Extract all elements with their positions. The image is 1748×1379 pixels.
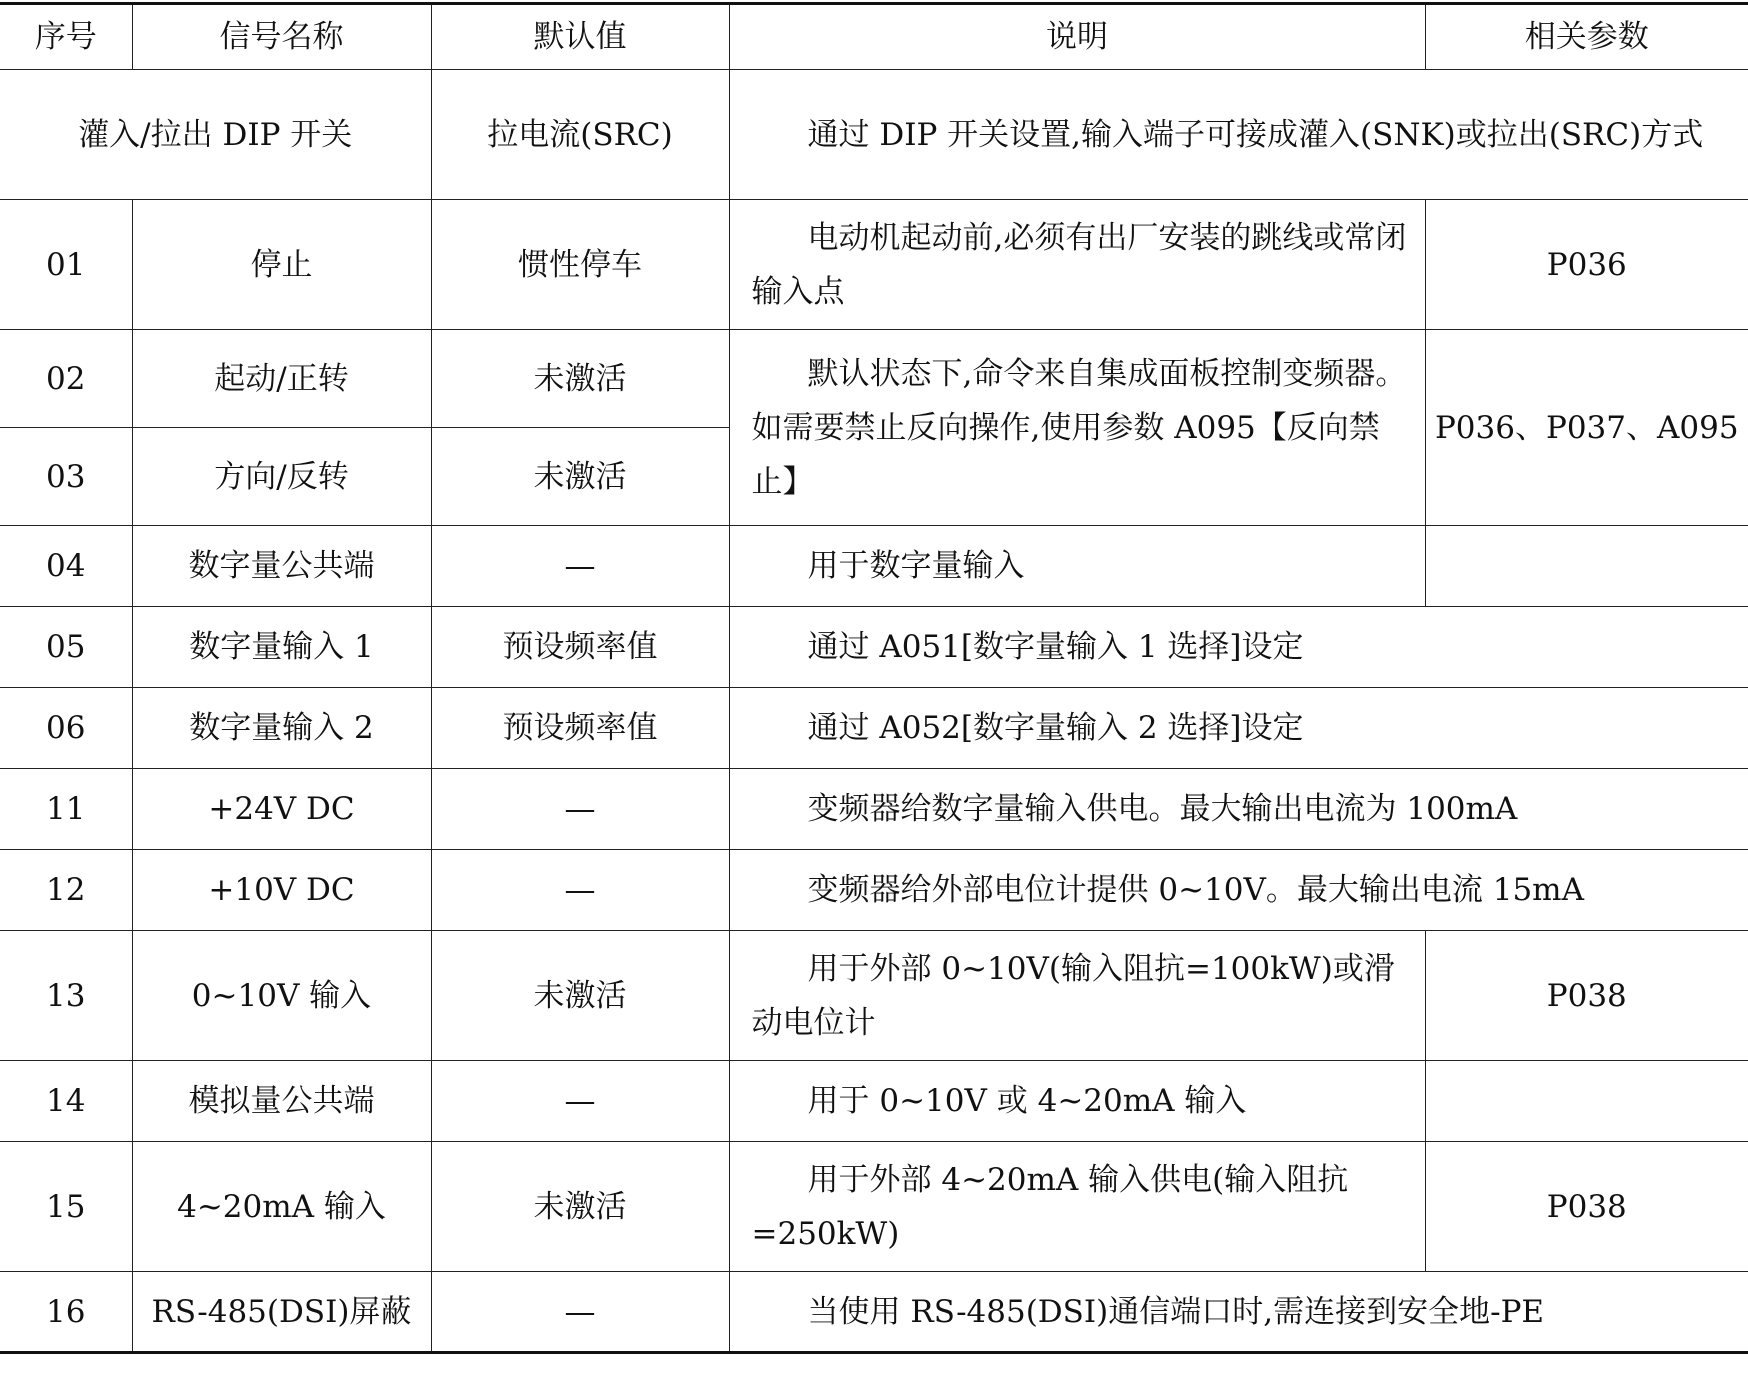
cell-description: 默认状态下,命令来自集成面板控制变频器。如需要禁止反向操作,使用参数 A095【反向禁止】 <box>729 330 1425 526</box>
cell-description: 用于 0~10V 或 4~20mA 输入 <box>729 1061 1425 1142</box>
cell-param: P038 <box>1425 931 1748 1061</box>
table-row <box>0 850 1748 931</box>
cell-default: 未激活 <box>431 428 729 526</box>
cell-param: P036 <box>1425 200 1748 330</box>
header-signal-name: 信号名称 <box>132 4 431 70</box>
cell-description: 通过 A052[数字量输入 2 选择]设定 <box>729 688 1748 769</box>
table-row <box>0 200 1748 330</box>
table-row <box>0 688 1748 769</box>
cell-index: 13 <box>0 931 132 1061</box>
cell-default: — <box>431 769 729 850</box>
cell-index: 14 <box>0 1061 132 1142</box>
cell-name: 方向/反转 <box>132 428 431 526</box>
cell-description: 通过 A051[数字量输入 1 选择]设定 <box>729 607 1748 688</box>
table-row <box>0 330 1748 428</box>
header-default: 默认值 <box>431 4 729 70</box>
cell-default: 未激活 <box>431 330 729 428</box>
table-row <box>0 70 1748 200</box>
cell-name: 模拟量公共端 <box>132 1061 431 1142</box>
terminal-table <box>0 2 1748 1354</box>
cell-description: 变频器给数字量输入供电。最大输出电流为 100mA <box>729 769 1748 850</box>
cell-index: 05 <box>0 607 132 688</box>
cell-param: P038 <box>1425 1142 1748 1272</box>
cell-description: 用于外部 0~10V(输入阻抗=100kW)或滑动电位计 <box>729 931 1425 1061</box>
cell-name: 数字量输入 2 <box>132 688 431 769</box>
cell-name: +24V DC <box>132 769 431 850</box>
cell-name: 起动/正转 <box>132 330 431 428</box>
cell-default: 惯性停车 <box>431 200 729 330</box>
cell-name: 灌入/拉出 DIP 开关 <box>0 70 431 200</box>
cell-description: 用于数字量输入 <box>729 526 1425 607</box>
table-row <box>0 607 1748 688</box>
cell-description: 通过 DIP 开关设置,输入端子可接成灌入(SNK)或拉出(SRC)方式 <box>729 70 1748 200</box>
header-index: 序号 <box>0 4 132 70</box>
cell-name: 数字量公共端 <box>132 526 431 607</box>
cell-param: P036、P037、A095 <box>1425 330 1748 526</box>
cell-index: 04 <box>0 526 132 607</box>
cell-default: — <box>431 526 729 607</box>
cell-name: 4~20mA 输入 <box>132 1142 431 1272</box>
cell-name: 停止 <box>132 200 431 330</box>
cell-description: 当使用 RS-485(DSI)通信端口时,需连接到安全地-PE <box>729 1272 1748 1353</box>
cell-index: 16 <box>0 1272 132 1353</box>
table-row <box>0 769 1748 850</box>
cell-name: 0~10V 输入 <box>132 931 431 1061</box>
cell-index: 03 <box>0 428 132 526</box>
cell-default: — <box>431 850 729 931</box>
cell-index: 02 <box>0 330 132 428</box>
header-related-params: 相关参数 <box>1425 4 1748 70</box>
table-row <box>0 931 1748 1061</box>
cell-index: 06 <box>0 688 132 769</box>
table-row <box>0 526 1748 607</box>
cell-index: 01 <box>0 200 132 330</box>
cell-default: — <box>431 1061 729 1142</box>
cell-default: 未激活 <box>431 1142 729 1272</box>
cell-param <box>1425 526 1748 607</box>
cell-description: 用于外部 4~20mA 输入供电(输入阻抗=250kW) <box>729 1142 1425 1272</box>
cell-name: +10V DC <box>132 850 431 931</box>
cell-index: 15 <box>0 1142 132 1272</box>
table-row <box>0 1061 1748 1142</box>
cell-name: 数字量输入 1 <box>132 607 431 688</box>
cell-index: 12 <box>0 850 132 931</box>
cell-description: 变频器给外部电位计提供 0~10V。最大输出电流 15mA <box>729 850 1748 931</box>
table-row <box>0 1272 1748 1353</box>
cell-default: 预设频率值 <box>431 688 729 769</box>
table-row <box>0 1142 1748 1272</box>
cell-default: 预设频率值 <box>431 607 729 688</box>
table-header-row <box>0 4 1748 70</box>
cell-name: RS-485(DSI)屏蔽 <box>132 1272 431 1353</box>
header-description: 说明 <box>729 4 1425 70</box>
cell-default: — <box>431 1272 729 1353</box>
cell-default: 未激活 <box>431 931 729 1061</box>
cell-description: 电动机起动前,必须有出厂安装的跳线或常闭输入点 <box>729 200 1425 330</box>
cell-param <box>1425 1061 1748 1142</box>
cell-default: 拉电流(SRC) <box>431 70 729 200</box>
cell-index: 11 <box>0 769 132 850</box>
